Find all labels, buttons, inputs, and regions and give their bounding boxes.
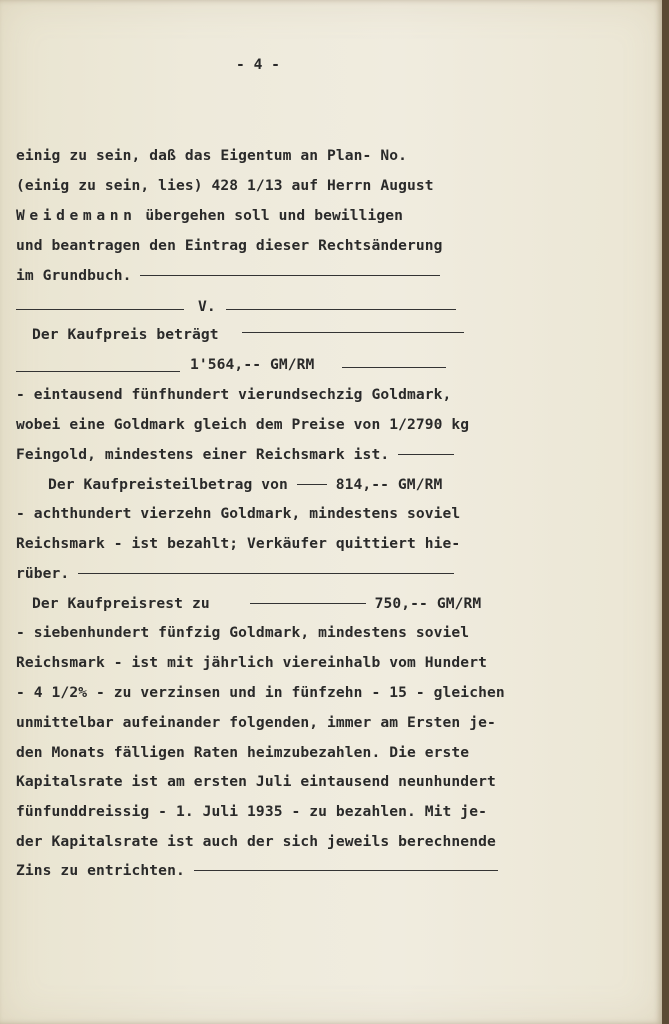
text-line: [48, 474, 442, 496]
section-heading: V.: [198, 298, 216, 315]
text-span: Zins zu entrichten.: [16, 862, 185, 879]
fill-rule: [16, 309, 184, 310]
text-line: Kapitalsrate ist am ersten Juli eintausend neunhundert: [16, 773, 496, 790]
fill-rule: [194, 870, 498, 871]
text-span: übergehen soll und bewilligen: [136, 207, 404, 224]
text-span: im Grundbuch.: [16, 267, 132, 284]
text-span: Feingold, mindestens einer Reichsmark ist.: [16, 446, 390, 463]
fill-rule: [242, 332, 464, 333]
amount-total: 1'564,-- GM/RM: [190, 356, 315, 373]
text-line: Reichsmark - ist bezahlt; Verkäufer quittiert hie-: [16, 535, 461, 552]
text-line: der Kapitalsrate ist auch der sich jeweils berechnende: [16, 833, 496, 850]
fill-rule: [78, 573, 454, 574]
text-line: - siebenhundert fünfzig Goldmark, mindestens soviel: [16, 624, 470, 641]
text-line: [16, 444, 454, 466]
text-span: Der Kaufpreisrest zu: [32, 595, 210, 612]
text-span: Der Kaufpreis beträgt: [32, 326, 219, 343]
text-line: Reichsmark - ist mit jährlich viereinhalb vom Hundert: [16, 654, 487, 671]
text-line: - 4 1/2% - zu verzinsen und in fünfzehn - 15 - gleichen: [16, 684, 505, 701]
text-line: unmittelbar aufeinander folgenden, immer am Ersten je-: [16, 714, 496, 731]
fill-rule: [342, 367, 446, 368]
fill-rule: [250, 603, 366, 604]
name-weidemann: Weidemann: [16, 207, 137, 224]
text-line: [16, 265, 440, 287]
page-edge: [662, 0, 669, 1024]
text-line: einig zu sein, daß das Eigentum an Plan- No.: [16, 147, 407, 164]
text-span: Der Kaufpreisteilbetrag von: [48, 476, 288, 493]
fill-rule: [226, 309, 456, 310]
text-line: [32, 593, 481, 615]
text-line: fünfunddreissig - 1. Juli 1935 - zu bezahlen. Mit je-: [16, 803, 487, 820]
text-line: (einig zu sein, lies) 428 1/13 auf Herrn August: [16, 177, 434, 194]
fill-rule: [140, 275, 440, 276]
fill-rule: [297, 484, 327, 485]
fill-rule: [398, 454, 454, 455]
text-line: wobei eine Goldmark gleich dem Preise von 1/2790 kg: [16, 416, 470, 433]
fill-rule: [16, 371, 180, 372]
amount-remaining: 750,-- GM/RM: [374, 595, 482, 612]
text-line: [32, 324, 219, 346]
text-line: [16, 563, 454, 585]
text-line: - achthundert vierzehn Goldmark, mindestens soviel: [16, 505, 461, 522]
text-line: [16, 205, 403, 227]
text-line: und beantragen den Eintrag dieser Rechtsänderung: [16, 237, 443, 254]
amount-paid: 814,-- GM/RM: [335, 476, 443, 493]
text-line: [16, 860, 498, 882]
page-number: - 4 -: [236, 56, 280, 73]
text-span: rüber.: [16, 565, 70, 582]
text-line: - eintausend fünfhundert vierundsechzig Goldmark,: [16, 386, 452, 403]
text-line: den Monats fälligen Raten heimzubezahlen. Die erste: [16, 744, 470, 761]
